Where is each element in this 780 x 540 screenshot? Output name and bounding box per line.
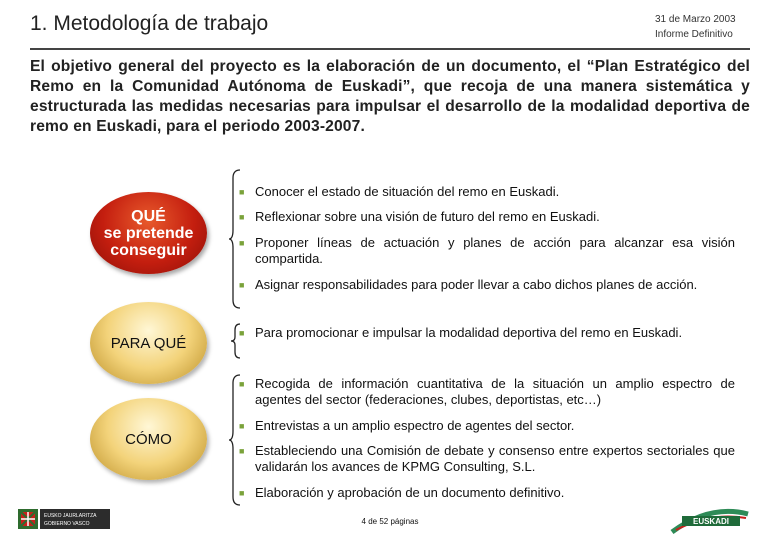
que-label-line-2: se pretende bbox=[103, 224, 194, 242]
list-item: ■ Asignar responsabilidades para poder llevar a cabo dichos planes de acción. bbox=[239, 277, 698, 292]
list-item: ■ Elaboración y aprobación de un documento definitivo. bbox=[239, 485, 565, 500]
euskadi-logo bbox=[670, 506, 750, 534]
bullet-icon: ■ bbox=[239, 238, 245, 248]
para-que-oval bbox=[90, 302, 207, 384]
page-title: 1. Metodología de trabajo bbox=[30, 12, 269, 35]
list-item: ■ Recogida de información cuantitativa de la situación un amplio espectro de agentes del sector (federaciones, clubes, deportistas, etc…) bbox=[239, 376, 735, 407]
para-que-label: PARA QUÉ bbox=[110, 334, 187, 352]
gobierno-vasco-logo bbox=[18, 509, 110, 529]
left-logo-line-1: EUSKO JAURLARITZA bbox=[44, 513, 97, 519]
page-counter: 4 de 52 páginas bbox=[361, 517, 419, 526]
bullet-icon: ■ bbox=[239, 280, 245, 290]
document-version: Informe Definitivo bbox=[655, 29, 733, 40]
left-logo-line-2: GOBIERNO VASCO bbox=[44, 521, 90, 527]
intro-paragraph: El objetivo general del proyecto es la elaboración de un documento, el “Plan Estratégico del Remo en la Comunidad Autónoma de Euskadi”, que recoja de una manera sistemática y estructurada las medidas necesarias para impulsar el desarrollo de la modalidad deportiva de remo en Euskadi, para el periodo 2003-2007. bbox=[30, 58, 750, 135]
bullet-icon: ■ bbox=[239, 488, 245, 498]
right-logo-text: EUSKADI bbox=[692, 517, 730, 526]
bullet-icon: ■ bbox=[239, 328, 245, 338]
bullet-icon: ■ bbox=[239, 421, 245, 431]
bullet-icon: ■ bbox=[239, 212, 245, 222]
que-oval bbox=[90, 192, 207, 274]
list-item: ■ Entrevistas a un amplio espectro de agentes del sector. bbox=[239, 418, 575, 433]
bullet-icon: ■ bbox=[239, 187, 245, 197]
header-divider bbox=[30, 48, 750, 50]
list-item: ■ Estableciendo una Comisión de debate y consenso entre expertos sectoriales que validarán los avances de KPMG Consulting, S.L. bbox=[239, 443, 735, 474]
list-item: ■ Reflexionar sobre una visión de futuro del remo en Euskadi. bbox=[239, 209, 600, 224]
que-label-line-3: conseguir bbox=[110, 241, 187, 259]
document-date: 31 de Marzo 2003 bbox=[655, 14, 736, 25]
document-info bbox=[655, 12, 736, 42]
que-label-line-1: QUÉ bbox=[131, 207, 166, 225]
list-item: ■ Conocer el estado de situación del remo en Euskadi. bbox=[239, 184, 560, 199]
list-item: ■ Para promocionar e impulsar la modalidad deportiva del remo en Euskadi. bbox=[239, 325, 683, 340]
como-oval bbox=[90, 398, 207, 480]
bullet-icon: ■ bbox=[239, 379, 245, 389]
list-item: ■ Proponer líneas de actuación y planes de acción para alcanzar esa visión compartida. bbox=[239, 235, 735, 266]
como-label: CÓMO bbox=[125, 430, 172, 448]
bullet-icon: ■ bbox=[239, 446, 245, 456]
